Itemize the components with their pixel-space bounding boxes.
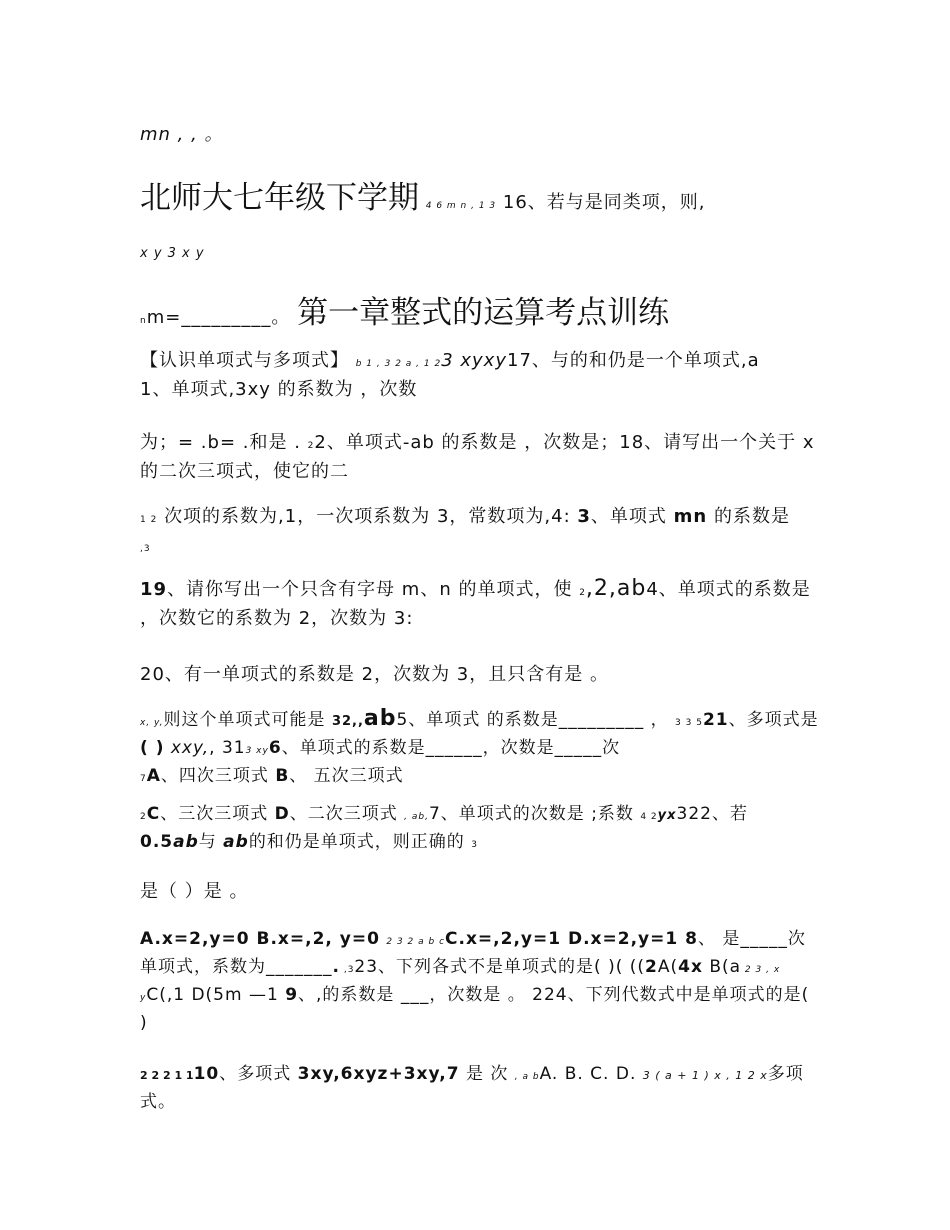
paragraph-10 (140, 1062, 820, 1115)
formula-text: ab (223, 832, 249, 852)
subscript: 2 2 2 1 1 (140, 1069, 194, 1082)
question-text: 、单项式 (590, 506, 667, 527)
question-text: 次项的系数为,1，一次项系数为 3，常数项为,4: (164, 506, 571, 527)
subscript: b 1 , 3 2 a , 1 2 (355, 359, 442, 369)
paragraph-4 (140, 576, 820, 631)
option-text: C.x=,2,y=1 D.x=2,y=1 8 (445, 929, 698, 949)
formula-text: ab (363, 706, 397, 731)
formula-text: 3 xyxy (441, 350, 507, 371)
option-text: C(,1 D(5m —1 (146, 985, 279, 1005)
subscript: 2 3 , x y (140, 965, 781, 1003)
punctuation: . (332, 957, 340, 977)
question-text: 与 (198, 832, 217, 852)
subscript: 1 2 (140, 515, 158, 525)
question-text: 、请你写出一个只含有字母 m、n 的单项式，使 (167, 579, 573, 600)
formula-text: , 31 (209, 738, 246, 758)
paragraph-7 (140, 802, 820, 858)
question-number: 3 (577, 506, 591, 527)
subscript: 7 (140, 774, 147, 784)
section-heading: 【认识单项式与多项式】 (140, 350, 349, 371)
question-text: 、,的系数是 ___，次数是 。 224、下列代数式中是单项式的是( ) (140, 985, 810, 1033)
subscript: 2 3 2 a b c (386, 937, 446, 947)
subscript: 3 (471, 840, 478, 850)
formula-text: mn (673, 506, 708, 527)
formula-text: ,2,ab (585, 576, 647, 601)
question-text: 、单项式的系数是______，次数是_____次 (281, 738, 621, 758)
question-text: 、多项式是 (728, 710, 819, 730)
subscript: 2 (307, 441, 315, 451)
subscript: 3 xy (245, 746, 269, 756)
option-text: A. B. C. D. (539, 1064, 637, 1084)
text-line-1 (140, 120, 820, 146)
question-text: 、多项式 (219, 1064, 292, 1084)
option-text: 、 五次三项式 (289, 766, 404, 786)
formula-line (140, 246, 820, 261)
question-text: 322、若 (676, 804, 748, 824)
question-number: 21 (702, 710, 729, 730)
question-text: 1、单项式,3xy 的系数为 ，次数 (140, 379, 418, 400)
question-number: 19 (140, 579, 168, 600)
formula-text: 3xy,6xyz+3xy,7 (297, 1064, 460, 1084)
blank-text: m=_________。 (146, 307, 291, 328)
subscript: 2 (645, 957, 658, 977)
question-text: 23、下列各式不是单项式的是( )( (( (354, 957, 646, 977)
option-label: A (146, 766, 161, 786)
title-line-2 (140, 287, 820, 332)
option-label: B (275, 766, 290, 786)
option-text: A.x=2,y=0 B.x=,2, y=0 (140, 929, 380, 949)
question-text: 为；= .b= .和是 . (140, 432, 301, 453)
paragraph-3 (140, 504, 820, 562)
question-text: 2、单项式-ab 的系数是 ，次数是；18、请写出一个关于 x 的二次三项式，使它的二 (140, 432, 815, 482)
formula-text: 0.5 (140, 832, 174, 852)
subscript: , ab, (404, 812, 429, 822)
question-text: 4、单项式的系数是 ，次数它的系数为 2，次数为 3: (140, 579, 811, 629)
option-label: C (146, 804, 161, 824)
paragraph-1 (140, 348, 820, 402)
subscript: 4 6 m n , 1 3 (425, 201, 497, 211)
line-text: mn , , 。 (140, 124, 224, 145)
question-text: 的和仍是单项式，则正确的 (248, 832, 465, 852)
question-text: 5、单项式 的系数是_________ ， (396, 710, 669, 730)
question-text: 则这个单项式可能是 (163, 710, 326, 730)
subscript: n (140, 316, 147, 326)
question-text: 17、与的和仍是一个单项式,a (507, 350, 760, 371)
paragraph-6 (140, 706, 820, 792)
paragraph-9 (140, 927, 820, 1036)
option-text: 、二次三项式 (289, 804, 398, 824)
option-text: B(a (702, 957, 742, 977)
question-text: 7、单项式的次数是 ;系数 (428, 804, 634, 824)
subscript: 3 3 5 (675, 718, 703, 728)
option-text: A( (657, 957, 679, 977)
question-number: 10 (193, 1064, 220, 1084)
subscript: ,3 (339, 965, 355, 975)
question-number: 9 (285, 985, 299, 1005)
chapter-title: 第一章整式的运算考点训练 (297, 295, 670, 331)
paragraph-8 (140, 877, 820, 903)
question-text: 16、若与是同类项，则, (502, 192, 706, 213)
subscript: 4 2 (640, 812, 658, 822)
formula-text: ab (173, 832, 199, 852)
question-number: 6 (268, 738, 282, 758)
question-text: 是（ ）是 。 (140, 881, 249, 902)
question-text: 的系数是 (713, 506, 790, 527)
option-text: 、四次三项式 (160, 766, 269, 786)
question-text: 20、有一单项式的系数是 2，次数为 3，且只含有是 。 (140, 664, 609, 685)
option-label: D (274, 804, 290, 824)
formula-text: yx (657, 808, 677, 823)
formula-text: xxy, (170, 738, 210, 758)
paragraph-5 (140, 660, 820, 686)
question-text: 、 是_____次单项式，系数为_______ (140, 929, 806, 977)
formula-text: 32,, (331, 714, 364, 729)
paragraph-2 (140, 430, 820, 484)
formula-text: 3 ( a + 1 ) x , 1 2 x (642, 1069, 768, 1082)
title-line-1 (140, 172, 820, 217)
question-text: 多项式。 (140, 1064, 804, 1112)
page-title: 北师大七年级下学期 (140, 180, 419, 216)
subscript: , a b (514, 1072, 540, 1082)
formula-text: 4x (678, 957, 703, 977)
subscript: x, y, (140, 718, 164, 728)
subscript: 2 (579, 588, 586, 598)
formula-text: ( ) (140, 738, 165, 758)
question-text: 是 次 (465, 1064, 509, 1084)
formula-text: x y 3 x y (140, 246, 205, 261)
option-text: 、三次三项式 (160, 804, 269, 824)
subscript: ,3 (140, 544, 151, 554)
subscript: 2 (140, 812, 147, 822)
